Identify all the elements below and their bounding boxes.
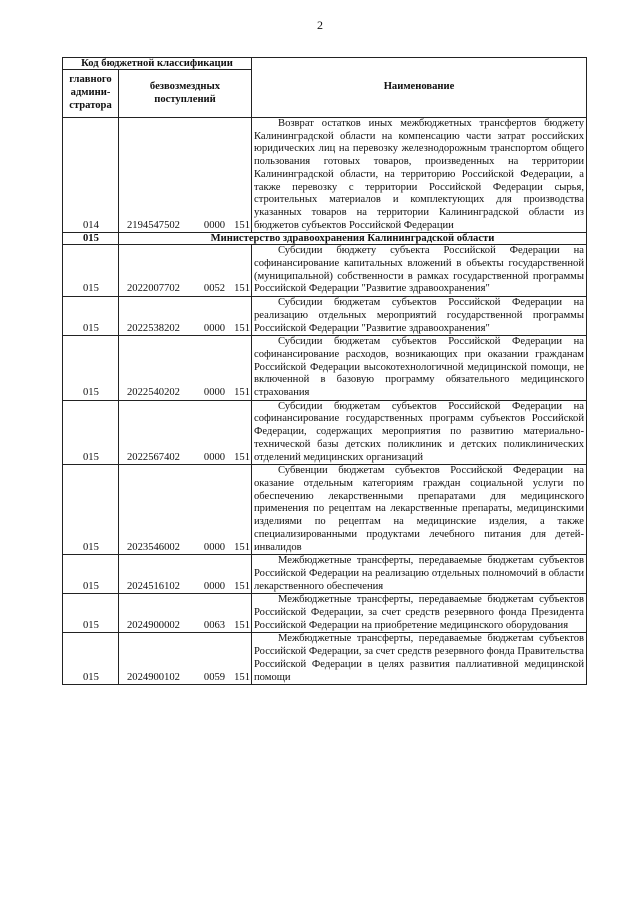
revenue-code-main: 2022007702 [127, 283, 180, 295]
revenue-code-main: 2022538202 [127, 322, 180, 334]
revenue-code-type: 151 [234, 451, 250, 463]
revenue-code-program: 0000 [203, 541, 226, 553]
revenue-code [119, 336, 252, 401]
revenue-code-main: 2024900002 [127, 619, 180, 631]
revenue-code-type: 151 [234, 387, 250, 399]
table-row [63, 633, 587, 685]
table-row [63, 336, 587, 401]
admin-code: 015 [63, 465, 119, 555]
header-name-column: Наименование [252, 58, 587, 118]
revenue-code-program: 0000 [203, 580, 226, 592]
revenue-code [119, 465, 252, 555]
admin-code: 015 [63, 233, 119, 245]
table-row [63, 555, 587, 594]
revenue-code-program: 0000 [203, 219, 226, 231]
revenue-code-main: 2194547502 [127, 219, 180, 231]
admin-code: 015 [63, 297, 119, 336]
revenue-code-main: 2022567402 [127, 451, 180, 463]
table-row [63, 400, 587, 465]
revenue-description: Межбюджетные трансферты, передаваемые бюджетам субъектов Российской Федерации на реализацию отдельных полномочий в области лекарственного обеспечения [252, 555, 587, 594]
revenue-code [119, 245, 252, 297]
revenue-code [119, 118, 252, 233]
revenue-description: Субсидии бюджетам субъектов Российской Федерации на софинансирование государственных программ субъектов Российской Федерации, содержащих мероприятия по развитию материально-технической базы детских поликлиник и детских поликлинических отделений медицинских организаций [252, 400, 587, 465]
revenue-code [119, 555, 252, 594]
revenue-code-type: 151 [234, 283, 250, 295]
revenue-description: Субсидии бюджету субъекта Российской Федерации на софинансирование капитальных вложений в объекты государственной (муниципальной) собственности в рамках государственной программы Российской Федерации "Развитие здравоохранения" [252, 245, 587, 297]
revenue-code-type: 151 [234, 541, 250, 553]
revenue-code-program: 0052 [203, 283, 226, 295]
admin-code: 015 [63, 555, 119, 594]
header-admin-column: главного админи-стратора [63, 70, 119, 118]
revenue-code [119, 400, 252, 465]
revenue-code-program: 0000 [203, 451, 226, 463]
admin-code: 015 [63, 245, 119, 297]
revenue-code [119, 297, 252, 336]
table-row [63, 594, 587, 633]
table-row [63, 465, 587, 555]
header-revenue-column: безвозмездных поступлений [119, 70, 252, 118]
revenue-description: Возврат остатков иных межбюджетных трансфертов бюджету Калининградской области на компенсацию части затрат российских юридических лиц на перевозку железнодорожным транспортом общего пользования готовых товаров, произведенных на территории Калининградской области, на территорию Российской Федерации, а также перевозку с территории Российской Федерации сырья, строительных материалов и комплектующих для производства указанных товаров на территории Калининградской области из бюджетов субъектов Российской Федерации [252, 118, 587, 233]
revenue-code [119, 594, 252, 633]
budget-classification-table [62, 57, 587, 685]
revenue-code-type: 151 [234, 671, 250, 683]
ministry-row [63, 233, 587, 245]
revenue-code-main: 2022540202 [127, 387, 180, 399]
revenue-description: Субсидии бюджетам субъектов Российской Федерации на реализацию отдельных мероприятий государственной программы Российской Федерации "Развитие здравоохранения" [252, 297, 587, 336]
admin-code: 015 [63, 336, 119, 401]
revenue-code-program: 0059 [203, 671, 226, 683]
admin-code: 015 [63, 633, 119, 685]
table-body [63, 118, 587, 685]
revenue-code-main: 2024516102 [127, 580, 180, 592]
revenue-code [119, 633, 252, 685]
page-number: 2 [317, 18, 323, 32]
revenue-code-program: 0000 [203, 387, 226, 399]
revenue-description: Межбюджетные трансферты, передаваемые бюджетам субъектов Российской Федерации, за счет средств резервного фонда Правительства Российской Федерации в целях развития паллиативной медицинской помощи [252, 633, 587, 685]
revenue-description: Субсидии бюджетам субъектов Российской Федерации на софинансирование расходов, возникающих при оказании гражданам Российской Федерации высокотехнологичной медицинской помощи, не включенной в базовую программу обязательного медицинского страхования [252, 336, 587, 401]
revenue-code-main: 2024900102 [127, 671, 180, 683]
header-group-title: Код бюджетной классификации [63, 58, 252, 70]
revenue-code-type: 151 [234, 580, 250, 592]
admin-code: 015 [63, 400, 119, 465]
table-row [63, 297, 587, 336]
admin-code: 015 [63, 594, 119, 633]
revenue-description: Субвенции бюджетам субъектов Российской Федерации на оказание отдельным категориям граждан социальной услуги по обеспечению лекарственными препаратами для медицинского применения по рецептам на лекарственные препараты, медицинскими изделиями по рецептам на медицинские изделия, а также специализированными продуктами лечебного питания для детей-инвалидов [252, 465, 587, 555]
ministry-name: Министерство здравоохранения Калининградской области [119, 233, 587, 245]
table-row [63, 245, 587, 297]
revenue-code-type: 151 [234, 322, 250, 334]
revenue-code-program: 0063 [203, 619, 226, 631]
revenue-code-type: 151 [234, 219, 250, 231]
revenue-code-main: 2023546002 [127, 541, 180, 553]
table-row [63, 118, 587, 233]
table-header [63, 58, 587, 118]
revenue-code-program: 0000 [203, 322, 226, 334]
admin-code: 014 [63, 118, 119, 233]
revenue-description: Межбюджетные трансферты, передаваемые бюджетам субъектов Российской Федерации, за счет средств резервного фонда Президента Российской Федерации на приобретение медицинского оборудования [252, 594, 587, 633]
revenue-code-type: 151 [234, 619, 250, 631]
